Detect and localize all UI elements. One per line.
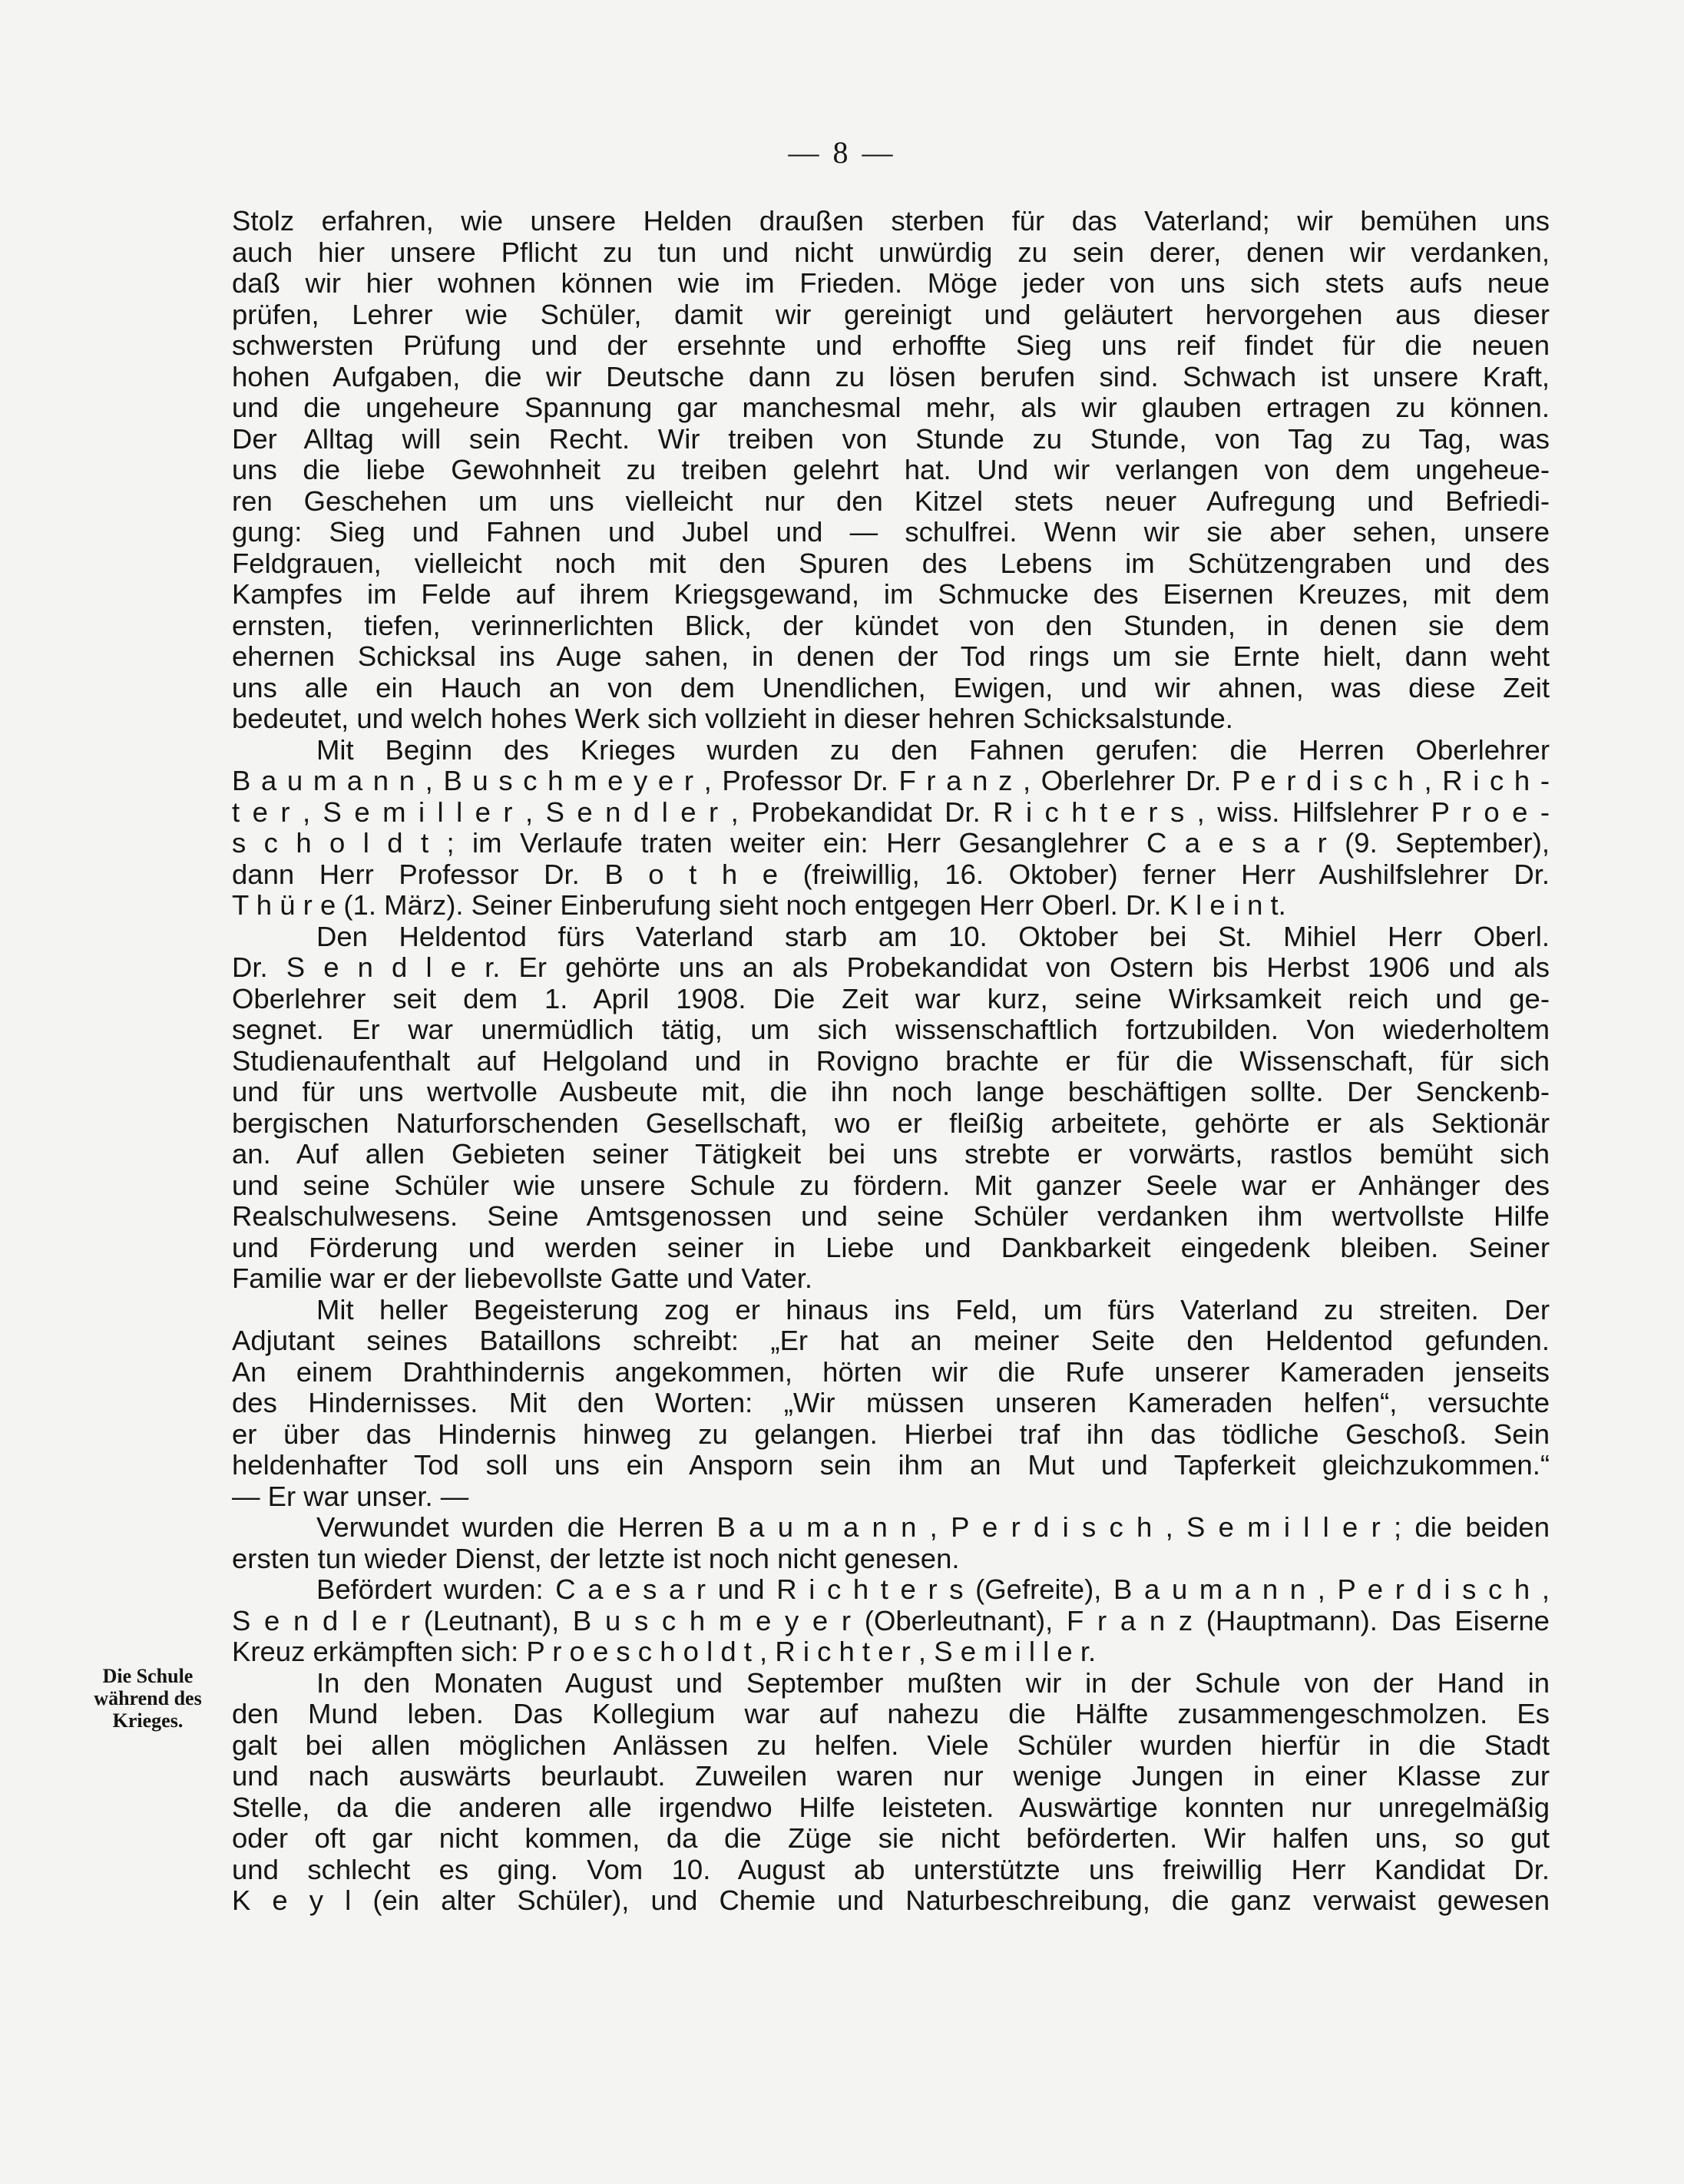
text-line: — Er war unser. —: [232, 1480, 469, 1512]
text-line: Verwundet wurden die Herren B a u m a n n , P e r d i s c h , S e m i l l e r ; die beiden: [316, 1511, 1550, 1543]
text-line: Studienaufenthalt auf Helgoland und in Rovigno brachte er für die Wissenschaft, für sich: [232, 1044, 1550, 1077]
text-line: An einem Drahthindernis angekommen, hörten wir die Rufe unserer Kameraden jenseits: [232, 1355, 1550, 1388]
text-line: an. Auf allen Gebieten seiner Tätigkeit bei uns strebte er vorwärts, rastlos bemüht sich: [232, 1138, 1550, 1170]
text-line: Familie war er der liebevollste Gatte und Vater.: [232, 1262, 813, 1294]
text-line: In den Monaten August und September mußten wir in der Schule von der Hand in: [316, 1666, 1550, 1699]
margin-note-line: während des: [94, 1687, 202, 1709]
text-line: und schlecht es ging. Vom 10. August ab unterstützte uns freiwillig Herr Kandidat Dr.: [232, 1853, 1550, 1885]
text-line: heldenhafter Tod soll uns ein Ansporn sein ihm an Mut und Tapferkeit gleichzukommen.“: [232, 1449, 1550, 1481]
text-line: Stelle, da die anderen alle irgendwo Hilfe leisteten. Auswärtige konnten nur unregelmäßig: [232, 1791, 1550, 1823]
text-line: und nach auswärts beurlaubt. Zuweilen waren nur wenige Jungen in einer Klasse zur: [232, 1760, 1550, 1792]
text-line: und Förderung und werden seiner in Liebe und Dankbarkeit eingedenk bleiben. Seiner: [232, 1231, 1550, 1263]
text-line: Mit heller Begeisterung zog er hinaus ins Feld, um fürs Vaterland zu streiten. Der: [316, 1293, 1550, 1325]
text-line: Adjutant seines Bataillons schreibt: „Er hat an meiner Seite den Heldentod gefunden.: [232, 1325, 1550, 1356]
text-line: und für uns wertvolle Ausbeute mit, die ihn noch lange beschäftigen sollte. Der Senckenb-: [232, 1076, 1550, 1107]
text-line: Mit Beginn des Krieges wurden zu den Fahnen gerufen: die Herren Oberlehrer: [316, 733, 1550, 766]
text-line: den Mund leben. Das Kollegium war auf nahezu die Hälfte zusammengeschmolzen. Es: [232, 1698, 1550, 1729]
text-line: segnet. Er war unermüdlich tätig, um sich wissenschaftlich fortzubilden. Von wiederholtem: [232, 1014, 1550, 1045]
text-line: Der Alltag will sein Recht. Wir treiben von Stunde zu Stunde, von Tag zu Tag, was: [232, 422, 1550, 455]
text-line: Stolz erfahren, wie unsere Helden draußen sterben für das Vaterland; wir bemühen uns: [232, 205, 1550, 237]
text-line: Kampfes im Felde auf ihrem Kriegsgewand, im Schmucke des Eisernen Kreuzes, mit dem: [232, 578, 1550, 610]
text-line: ersten tun wieder Dienst, der letzte ist noch nicht genesen.: [232, 1542, 960, 1574]
text-line: und seine Schüler wie unsere Schule zu fördern. Mit ganzer Seele war er Anhänger des: [232, 1169, 1550, 1201]
text-line: Kreuz erkämpften sich: P r o e s c h o l d t , R i c h t e r , S e m i l l e r.: [232, 1636, 1097, 1667]
text-line: Oberlehrer seit dem 1. April 1908. Die Zeit war kurz, seine Wirksamkeit reich und ge-: [232, 982, 1550, 1014]
text-line: B a u m a n n , B u s c h m e y e r , Professor Dr. F r a n z , Oberlehrer Dr. P e r d i s c h , R i c h -: [232, 765, 1550, 796]
text-line: T h ü r e (1. März). Seiner Einberufung sieht noch entgegen Herr Oberl. Dr. K l e i n t.: [232, 889, 1286, 921]
text-line: schwersten Prüfung und der ersehnte und erhoffte Sieg uns reif findet für die neuen: [232, 329, 1550, 361]
text-line: Den Heldentod fürs Vaterland starb am 10. Oktober bei St. Mihiel Herr Oberl.: [316, 920, 1550, 952]
text-line: prüfen, Lehrer wie Schüler, damit wir gereinigt und geläutert hervorgehen aus dieser: [232, 298, 1550, 330]
text-line: er über das Hindernis hinweg zu gelangen. Hierbei traf ihn das tödliche Geschoß. Sein: [232, 1418, 1550, 1450]
text-line: hohen Aufgaben, die wir Deutsche dann zu lösen berufen sind. Schwach ist unsere Kraft,: [232, 360, 1550, 392]
text-line: bedeutet, und welch hohes Werk sich vollzieht in dieser hehren Schicksalstunde.: [232, 703, 1233, 734]
margin-note-line: Die Schule: [102, 1665, 194, 1687]
text-line: S e n d l e r (Leutnant), B u s c h m e y e r (Oberleutnant), F r a n z (Hauptmann). Das Eiserne: [232, 1604, 1550, 1636]
margin-note: [73, 1665, 223, 1732]
text-line: und die ungeheure Spannung gar manchesmal mehr, als wir glauben ertragen zu können.: [232, 392, 1550, 423]
text-line: bergischen Naturforschenden Gesellschaft, wo er fleißig arbeitete, gehörte er als Sektionär: [232, 1107, 1550, 1139]
text-line: ernsten, tiefen, verinnerlichten Blick, der kündet von den Stunden, in denen sie dem: [232, 609, 1550, 641]
text-line: Realschulwesens. Seine Amtsgenossen und seine Schüler verdanken ihm wertvollste Hilfe: [232, 1200, 1550, 1232]
text-line: ehernen Schicksal ins Auge sahen, in denen der Tod rings um sie Ernte hielt, dann weht: [232, 640, 1550, 672]
text-line: K e y l (ein alter Schüler), und Chemie und Naturbeschreibung, die ganz verwaist gewesen: [232, 1885, 1550, 1916]
text-line: auch hier unsere Pflicht zu tun und nicht unwürdig zu sein derer, denen wir verdanken,: [232, 236, 1550, 268]
text-line: des Hindernisses. Mit den Worten: „Wir müssen unseren Kameraden helfen“, versuchte: [232, 1387, 1550, 1418]
text-line: galt bei allen möglichen Anlässen zu helfen. Viele Schüler wurden hierfür in die Stadt: [232, 1729, 1550, 1761]
text-line: dann Herr Professor Dr. B o t h e (freiwillig, 16. Oktober) ferner Herr Aushilfslehrer Dr.: [232, 858, 1550, 890]
text-line: gung: Sieg und Fahnen und Jubel und — schulfrei. Wenn wir sie aber sehen, unsere: [232, 516, 1550, 548]
text-line: Feldgrauen, vielleicht noch mit den Spuren des Lebens im Schützengraben und des: [232, 547, 1550, 579]
text-line: uns alle ein Hauch an von dem Unendlichen, Ewigen, und wir ahnen, was diese Zeit: [232, 671, 1550, 703]
text-line: Dr. S e n d l e r. Er gehörte uns an als Probekandidat von Ostern bis Herbst 1906 und als: [232, 951, 1550, 983]
text-line: ren Geschehen um uns vielleicht nur den Kitzel stets neuer Aufregung und Befriedi-: [232, 485, 1550, 517]
body-text: [232, 206, 1550, 1917]
page-number: — 8 —: [788, 135, 896, 170]
text-line: s c h o l d t ; im Verlaufe traten weiter ein: Herr Gesanglehrer C a e s a r (9. September),: [232, 827, 1550, 859]
text-line: oder oft gar nicht kommen, da die Züge sie nicht beförderten. Wir halfen uns, so gut: [232, 1822, 1550, 1854]
text-line: uns die liebe Gewohnheit zu treiben gelehrt hat. Und wir verlangen von dem ungeheue-: [232, 454, 1550, 485]
margin-note-line: Krieges.: [112, 1709, 184, 1732]
text-line: daß wir hier wohnen können wie im Frieden. Möge jeder von uns sich stets aufs neue: [232, 267, 1550, 299]
text-line: t e r , S e m i l l e r , S e n d l e r , Probekandidat Dr. R i c h t e r s , wiss. Hilfslehrer P r o e -: [232, 796, 1550, 828]
text-line: Befördert wurden: C a e s a r und R i c h t e r s (Gefreite), B a u m a n n , P e r d i s c h ,: [316, 1573, 1550, 1605]
